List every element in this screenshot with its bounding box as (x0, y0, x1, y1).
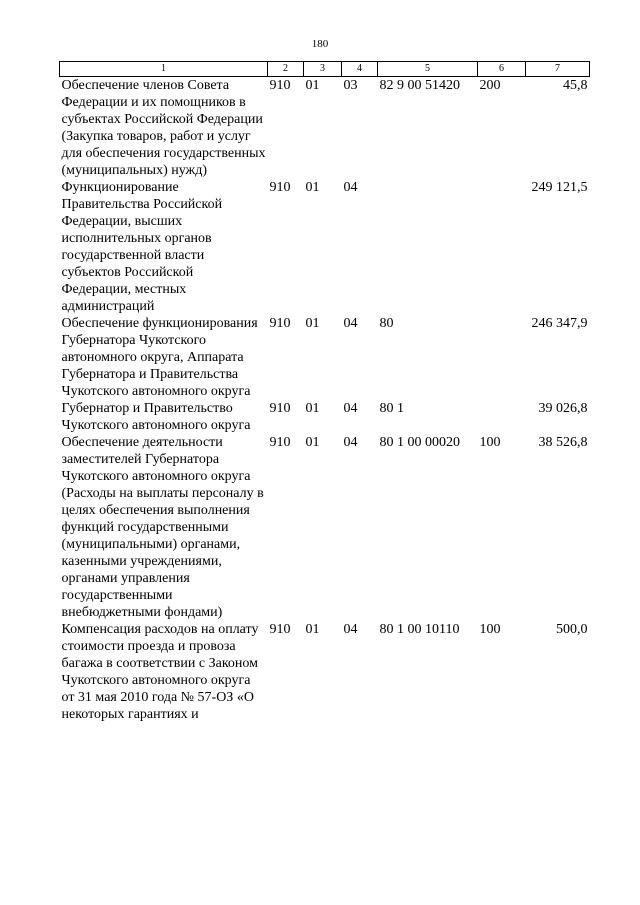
row-expense-type (478, 315, 526, 400)
header-col-6: 6 (478, 62, 526, 77)
row-amount: 249 121,5 (531, 180, 588, 195)
row-name: Обеспечение деятельности заместителей Губернатора Чукотского автономного округа (Расходы на выплаты персоналу в целях обеспечения выполнения функций государственными (муниципальными) органами, казенными учреждениями, органами управления государственными внебюджетными фондами) (61, 435, 264, 620)
row-amount: 39 026,8 (538, 401, 588, 416)
row-amount: 45,8 (563, 78, 588, 93)
row-target-article: 80 1 (379, 401, 404, 416)
row-amount: 38 526,8 (538, 435, 588, 450)
row-amount: 246 347,9 (531, 316, 588, 331)
row-amount: 500,0 (556, 622, 588, 637)
row-subsection: 04 (343, 316, 358, 331)
table-row (60, 400, 590, 434)
row-section: 01 (305, 435, 320, 450)
table-row (60, 434, 590, 621)
budget-table (59, 61, 590, 723)
row-grbs: 910 (269, 435, 291, 450)
row-name: Компенсация расходов на оплату стоимости проезда и провоза багажа в соответствии с Законом Чукотского автономного округа от 31 мая 2010 года № 57-ОЗ «О некоторых гарантиях и (61, 622, 259, 722)
header-col-4: 4 (342, 62, 378, 77)
header-row (60, 62, 590, 77)
row-grbs: 910 (269, 180, 291, 195)
row-subsection: 04 (343, 622, 358, 637)
row-subsection: 03 (343, 78, 358, 93)
row-target-article: 80 1 00 10110 (379, 622, 460, 637)
table-row (60, 315, 590, 400)
row-section: 01 (305, 316, 320, 331)
table-row (60, 77, 590, 180)
row-name: Обеспечение функционирования Губернатора Чукотского автономного округа, Аппарата Губернатора и Правительства Чукотского автономного округа (61, 316, 258, 399)
table-row (60, 179, 590, 315)
row-section: 01 (305, 401, 320, 416)
row-expense-type (478, 400, 526, 434)
row-subsection: 04 (343, 180, 358, 195)
row-subsection: 04 (343, 401, 358, 416)
row-section: 01 (305, 78, 320, 93)
row-expense-type: 100 (479, 435, 501, 450)
row-grbs: 910 (269, 622, 291, 637)
row-name: Обеспечение членов Совета Федерации и их помощников в субъектах Российской Федерации (Закупка товаров, работ и услуг для обеспечения государственных (муниципальных) нужд) (61, 78, 266, 178)
header-col-2: 2 (268, 62, 304, 77)
header-col-1: 1 (60, 62, 268, 77)
table-row (60, 621, 590, 723)
header-col-5: 5 (378, 62, 478, 77)
row-grbs: 910 (269, 78, 291, 93)
row-target-article: 80 (379, 316, 394, 331)
row-section: 01 (305, 180, 320, 195)
row-expense-type (478, 179, 526, 315)
row-expense-type: 200 (479, 78, 501, 93)
header-col-3: 3 (304, 62, 342, 77)
row-grbs: 910 (269, 401, 291, 416)
row-name: Функционирование Правительства Российской Федерации, высших исполнительных органов государственной власти субъектов Российской Федерации, местных администраций (61, 180, 223, 314)
row-subsection: 04 (343, 435, 358, 450)
header-col-7: 7 (526, 62, 590, 77)
row-target-article (378, 179, 478, 315)
row-target-article: 82 9 00 51420 (379, 78, 460, 93)
row-grbs: 910 (269, 316, 291, 331)
row-section: 01 (305, 622, 320, 637)
row-target-article: 80 1 00 00020 (379, 435, 460, 450)
row-name: Губернатор и Правительство Чукотского автономного округа (61, 401, 251, 433)
row-expense-type: 100 (479, 622, 501, 637)
page-number: 180 (311, 38, 329, 50)
